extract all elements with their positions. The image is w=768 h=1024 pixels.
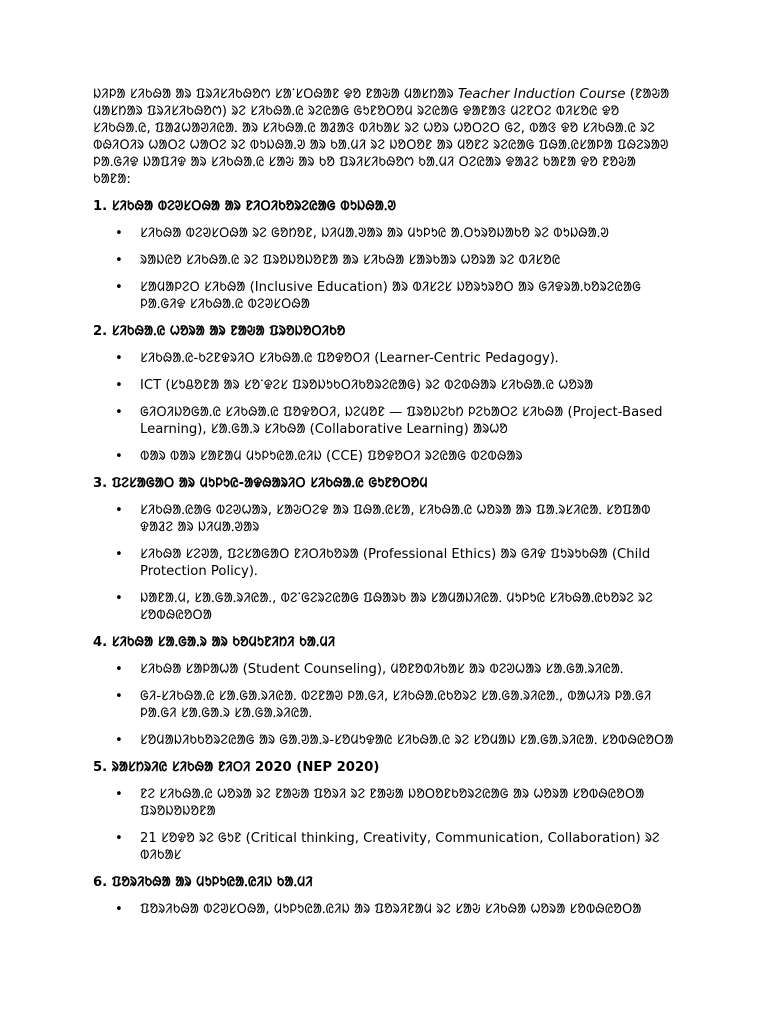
section-6 (93, 874, 676, 918)
section-4 (93, 634, 676, 749)
bullet-icon: • (115, 733, 123, 748)
bullet-icon: • (115, 591, 123, 606)
bullet-icon: • (115, 503, 123, 518)
list-item-text: ᱥᱤᱠᱷᱟ ᱥᱟᱞᱟᱦᱟ (Student Counseling), ᱢᱚᱱᱚᱵᱤᱠᱟᱥ ᱟᱨ ᱵᱮᱣᱦᱟᱨ ᱥᱟᱹᱜᱟᱹᱨᱤᱭᱟᱹ (140, 662, 624, 677)
list-item (93, 830, 676, 864)
list-item-text: ᱥᱤᱠᱷᱟ ᱥᱮᱣᱟ, ᱯᱮᱥᱟᱜᱟᱛ ᱱᱤᱛᱤᱠᱚᱨᱟ (Professional Ethics) ᱟᱨ ᱜᱤᱫ ᱯᱩᱨᱩᱠᱷᱟ (Child Protection Policy)ᱹ (140, 547, 651, 579)
bullet-icon: • (115, 253, 123, 268)
list-item (93, 404, 676, 438)
bullet-list (93, 901, 676, 918)
bullet-icon: • (115, 902, 123, 917)
list-item (93, 732, 676, 749)
bullet-list (93, 786, 676, 864)
list-item (93, 252, 676, 269)
section-1 (93, 198, 676, 313)
list-item (93, 688, 676, 722)
section-heading: 2. ᱥᱤᱠᱷᱟᱹᱭ ᱦᱚᱨᱟ ᱟᱨ ᱱᱟᱶᱟ ᱯᱨᱚᱡᱚᱛᱤᱠᱚ (93, 324, 346, 339)
section-heading: 3. ᱯᱮᱥᱟᱜᱟᱛ ᱟᱨ ᱢᱩᱞᱩᱭ-ᱟᱫᱷᱟᱨᱤᱛ ᱥᱤᱠᱷᱟᱹᱭ ᱜᱩᱱᱚᱛᱚᱢ (93, 476, 428, 491)
list-item (93, 661, 676, 678)
list-item-text: ᱥᱤᱠᱷᱟᱹᱭᱟᱜ ᱵᱮᱣᱦᱟᱨ, ᱥᱟᱶᱛᱮᱫ ᱟᱨ ᱯᱷᱟᱹᱭᱥᱟ, ᱥᱤᱠᱷᱟᱹᱭ ᱦᱚᱨᱟ ᱟᱨ ᱯᱟᱹᱨᱥᱤᱭᱟᱹ ᱥᱚᱯᱟᱵ ᱫᱟᱲᱮ ᱟᱨ ᱡᱤᱢᱟᱹᱣᱟᱨ (140, 503, 651, 535)
bullet-icon: • (115, 378, 123, 393)
section-3 (93, 475, 676, 624)
list-item-text: ᱡᱟᱱᱟᱹᱢ, ᱥᱟᱹᱜᱟᱹᱨᱤᱭᱟᱹ, ᱵᱮᱸᱜᱮᱨᱮᱭᱟᱜ ᱯᱷᱟᱨᱠ ᱟᱨ ᱥᱟᱢᱟᱡᱤᱭᱟᱹ ᱢᱩᱞᱩᱭ ᱥᱤᱠᱷᱟᱹᱭᱠᱚᱨᱮ ᱨᱮ ᱥᱚᱵᱷᱭᱚᱛᱟ (140, 591, 653, 623)
list-item (93, 448, 676, 465)
list-item-text: ᱜᱤ-ᱥᱤᱠᱷᱟᱹᱭ ᱥᱟᱹᱜᱟᱹᱨᱤᱭᱟᱹ ᱵᱮᱱᱟᱣ ᱞᱟᱹᱜᱤ, ᱥᱤᱠᱷᱟᱹᱭᱠᱚᱨᱮ ᱥᱟᱹᱜᱟᱹᱨᱤᱭᱟᱹ, ᱵᱟᱦᱤᱨ ᱞᱟᱹᱜᱤ ᱞᱟᱹᱜᱤ ᱥᱟᱹᱜᱟᱹᱨ ᱥᱟᱹᱜᱟᱹᱨᱤᱭᱟᱹ (140, 689, 652, 721)
bullet-icon: • (115, 405, 123, 420)
bullet-list (93, 350, 676, 465)
section-heading: 5. ᱨᱟᱥᱴᱨᱤᱭ ᱥᱤᱠᱷᱟ ᱱᱤᱛᱤ 2020 (NEP 2020) (93, 760, 380, 775)
list-item-text: ᱥᱟᱢᱟᱞᱮᱛ ᱥᱤᱠᱷᱟ (Inclusive Education) ᱟᱨ ᱵᱤᱥᱮᱥ ᱡᱚᱨᱩᱨᱚᱛ ᱟᱨ ᱜᱤᱫᱨᱟᱹᱠᱚᱨᱮᱭᱟᱜ ᱞᱟᱹᱜᱤᱫ ᱥᱤᱠᱷᱟᱹᱭ ᱵᱮᱣᱥᱛᱷᱟ (140, 280, 641, 312)
list-item-text: ᱜᱤᱛᱤᱡᱚᱜᱟᱹᱭ ᱥᱤᱠᱷᱟᱹᱭ ᱯᱚᱫᱚᱛᱤ, ᱡᱮᱢᱚᱱ — ᱯᱨᱚᱡᱮᱠᱴ ᱞᱮᱠᱟᱛᱮ ᱥᱤᱠᱷᱟ (Project-Based Learning), ᱥᱟᱹᱜᱟᱹᱨ ᱥᱤᱠᱷᱟ (Collaborative Learning) ᱟᱨᱦᱚ (140, 405, 663, 437)
bullet-list (93, 661, 676, 749)
list-item (93, 279, 676, 313)
list-item-text: ᱵᱟᱨ ᱵᱟᱨ ᱥᱟᱱᱟᱢ ᱢᱩᱞᱩᱭᱟᱹᱭᱤᱡ (CCE) ᱯᱚᱫᱚᱛᱤ ᱨᱮᱭᱟᱜ ᱵᱮᱵᱷᱟᱨ (140, 449, 523, 464)
list-item-text: ᱥᱤᱠᱷᱟ ᱵᱮᱣᱥᱛᱷᱟ ᱨᱮ ᱜᱚᱴᱚᱱ, ᱡᱤᱢᱟᱹᱣᱟᱨ ᱟᱨ ᱢᱩᱞᱩᱭ ᱟᱹᱛᱩᱨᱚᱡᱟᱠᱚ ᱨᱮ ᱵᱩᱡᱷᱟᱹᱣ (140, 226, 609, 241)
bullet-list (93, 225, 676, 313)
list-item (93, 546, 676, 580)
bullet-icon: • (115, 689, 123, 704)
list-item-text: ICT (ᱥᱩᱪᱚᱱᱟ ᱟᱨ ᱥᱚᱸᱫᱮᱥ ᱯᱨᱚᱡᱩᱠᱛᱤᱠᱚᱨᱮᱭᱟᱜ) ᱨᱮ ᱵᱮᱵᱷᱟᱨ ᱥᱤᱠᱷᱟᱹᱭ ᱦᱚᱨᱟ (140, 378, 594, 393)
bullet-icon: • (115, 449, 123, 464)
list-item (93, 502, 676, 536)
list-item-text: 21 ᱥᱚᱫᱚ ᱨᱮ ᱜᱩᱱ (Critical thinking, Creativity, Communication, Collaboration) ᱨᱮ ᱵᱤᱠᱟᱥ (140, 831, 660, 863)
list-item-text: ᱯᱚᱨᱤᱠᱷᱟ ᱵᱮᱣᱥᱛᱷᱟ, ᱢᱩᱞᱩᱭᱟᱹᱭᱤᱡ ᱟᱨ ᱯᱚᱨᱤᱱᱟᱢ ᱨᱮ ᱥᱟᱶ ᱥᱤᱠᱷᱟ ᱦᱚᱨᱟ ᱥᱚᱵᱷᱭᱚᱛᱟ (140, 902, 642, 917)
section-5 (93, 759, 676, 864)
intro-text-before: ᱡᱤᱞᱟ ᱥᱤᱠᱷᱟ ᱟᱨ ᱯᱨᱤᱥᱤᱠᱷᱚᱬ ᱥᱟᱸᱥᱛᱷᱟᱱ ᱫᱚ ᱱᱟᱶᱟ ᱢᱟᱥᱴᱟᱨ (93, 87, 458, 102)
bullet-icon: • (115, 831, 123, 846)
bullet-icon: • (115, 787, 123, 802)
bullet-icon: • (115, 351, 123, 366)
list-item (93, 377, 676, 394)
list-item (93, 350, 676, 367)
section-2 (93, 323, 676, 465)
list-item (93, 590, 676, 624)
bullet-icon: • (115, 662, 123, 677)
intro-text-after: (ᱱᱟᱶᱟ ᱢᱟᱥᱴᱟᱨ ᱯᱨᱤᱥᱤᱠᱷᱚᱬ) ᱨᱮ ᱥᱤᱠᱷᱟᱹᱭ ᱨᱮᱭᱟᱜ ᱜᱩᱱᱚᱛᱚᱢ ᱨᱮᱭᱟᱜ ᱫᱟᱱᱟᱝ ᱢᱮᱱᱛᱮ ᱵᱤᱥᱚᱭ ᱫᱚ ᱥᱤᱠᱷᱟᱹᱭ, ᱯᱟᱲᱦᱟᱣᱤᱭᱟᱹ ᱟᱨ ᱥᱤᱠᱷᱟᱹᱭ ᱟᱲᱟᱝ ᱵᱤᱠᱟᱥ ᱨᱮ ᱦᱚᱨ ᱦᱚᱛᱮᱛ ᱜᱮ, ᱵᱟᱝ ᱫᱚ ᱥᱤᱠᱷᱟᱹᱭ ᱨᱮ ᱵᱷᱤᱛᱤᱨ ᱦᱟᱛᱮ ᱦᱟᱛᱮ ᱨᱮ ᱵᱩᱡᱷᱟᱹᱣ ᱟᱨ ᱠᱟᱹᱢᱤ ᱨᱮ ᱡᱚᱛᱚᱱ ᱟᱨ ᱢᱚᱱᱮ ᱨᱮᱭᱟᱜ ᱯᱷᱟᱹᱭᱥᱟᱞᱟ ᱯᱷᱮᱨᱟᱣ ᱞᱟᱹᱜᱤᱫ ᱡᱟᱯᱤᱫ ᱟᱨ ᱥᱤᱠᱷᱟᱹᱭ ᱥᱟᱶ ᱟᱨ ᱠᱚ ᱯᱨᱤᱥᱤᱠᱷᱚᱬ ᱠᱟᱹᱢᱤ ᱛᱮᱭᱟᱨ ᱫᱟᱲᱮ ᱠᱟᱱᱟ ᱫᱚ ᱱᱚᱶᱟ ᱠᱟᱱᱟ: (93, 87, 670, 187)
list-item (93, 786, 676, 820)
bullet-list (93, 502, 676, 624)
list-item-text: ᱨᱟᱡᱭᱚ ᱥᱤᱠᱷᱟᱹᱭ ᱨᱮ ᱯᱨᱚᱡᱚᱡᱚᱱᱟ ᱟᱨ ᱥᱤᱠᱷᱟ ᱥᱟᱨᱠᱟᱨ ᱦᱚᱨᱟ ᱨᱮ ᱵᱤᱥᱚᱭ (140, 253, 561, 268)
course-name: Teacher Induction Course (457, 87, 626, 102)
list-item-text: ᱥᱚᱢᱟᱡᱤᱠᱠᱚᱨᱮᱭᱟᱜ ᱟᱨ ᱜᱟᱹᱣᱟᱹᱨ-ᱥᱚᱢᱩᱫᱟᱭ ᱥᱤᱠᱷᱟᱹᱭ ᱨᱮ ᱥᱚᱢᱟᱡ ᱥᱟᱹᱜᱟᱹᱨᱤᱭᱟᱹ ᱥᱚᱵᱷᱭᱚᱛᱟ (140, 733, 674, 748)
sections-container (93, 198, 676, 918)
list-item-text: ᱥᱤᱠᱷᱟᱹᱭ-ᱠᱮᱱᱫᱨᱤᱛ ᱥᱤᱠᱷᱟᱹᱭ ᱯᱚᱫᱚᱛᱤ (Learner-Centric Pedagogy)ᱹ (140, 351, 559, 366)
list-item (93, 901, 676, 918)
section-heading: 6. ᱯᱚᱨᱤᱠᱷᱟ ᱟᱨ ᱢᱩᱞᱩᱭᱟᱹᱭᱤᱡ ᱠᱟᱹᱢᱤ (93, 875, 313, 890)
list-item (93, 225, 676, 242)
bullet-icon: • (115, 547, 123, 562)
bullet-icon: • (115, 280, 123, 295)
list-item-text: ᱱᱮ ᱥᱤᱠᱷᱟᱹᱭ ᱦᱚᱨᱟ ᱨᱮ ᱱᱟᱶᱟ ᱯᱚᱨᱤ ᱨᱮ ᱱᱟᱶᱟ ᱡᱚᱛᱚᱱᱠᱚᱨᱮᱭᱟᱜ ᱟᱨ ᱦᱚᱨᱟ ᱥᱚᱵᱷᱭᱚᱛᱟ ᱯᱨᱚᱡᱚᱡᱚᱱᱟ (140, 787, 645, 819)
bullet-icon: • (115, 226, 123, 241)
section-heading: 1. ᱥᱤᱠᱷᱟ ᱵᱮᱣᱥᱛᱷᱟ ᱟᱨ ᱱᱤᱛᱤᱠᱚᱨᱮᱭᱟᱜ ᱵᱩᱡᱷᱟᱹᱣ (93, 199, 396, 214)
section-heading: 4. ᱥᱤᱠᱷᱟ ᱥᱟᱹᱜᱟᱹᱨ ᱟᱨ ᱠᱚᱢᱩᱱᱤᱴᱤ ᱠᱟᱹᱢᱤ (93, 635, 336, 650)
intro-paragraph (93, 86, 676, 188)
